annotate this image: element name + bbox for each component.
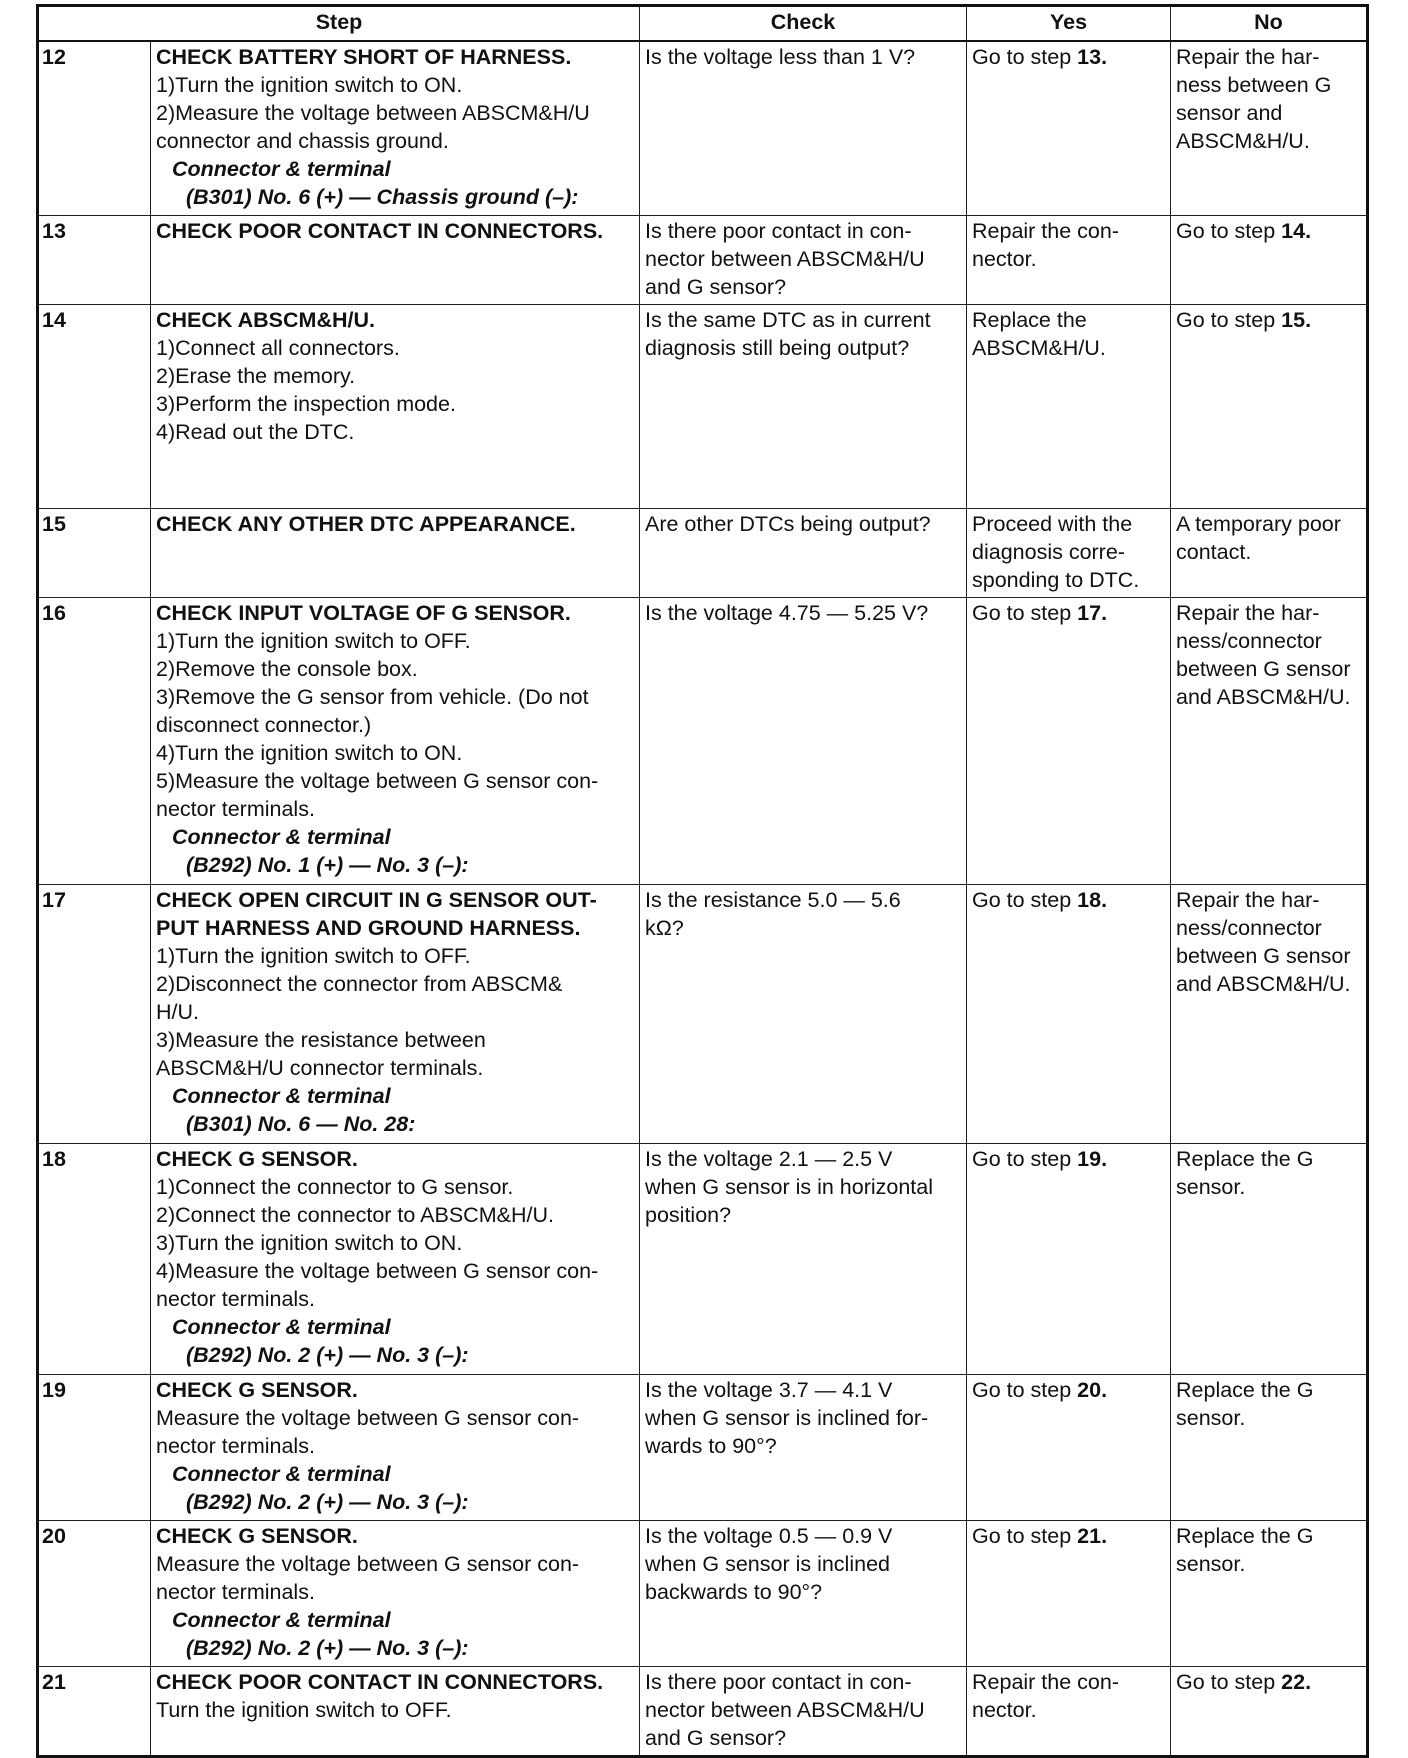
check-line: nector between ABSCM&H/U	[645, 246, 925, 271]
yes-text: Go to step	[972, 600, 1078, 625]
step-line: 4)Read out the DTC.	[156, 419, 355, 444]
check-cell	[640, 215, 967, 304]
step-number: 16	[38, 597, 151, 884]
no-cell	[1171, 597, 1368, 884]
table-row	[38, 41, 1368, 215]
check-line: Is the voltage 4.75 — 5.25 V?	[645, 600, 929, 625]
diagnostic-table	[36, 4, 1369, 1758]
check-line: when G sensor is in horizontal	[645, 1174, 934, 1199]
connector-terminal: (B301) No. 6 (+) — Chassis ground (–):	[186, 185, 579, 209]
header-step: Step	[38, 6, 640, 42]
step-title-continued: PUT HARNESS AND GROUND HARNESS.	[156, 915, 581, 940]
check-line: when G sensor is inclined for-	[645, 1405, 929, 1430]
check-line: Is there poor contact in con-	[645, 1669, 912, 1694]
yes-cell	[967, 41, 1171, 215]
no-line: A temporary poor	[1176, 511, 1341, 536]
connector-label: Connector & terminal	[172, 1461, 391, 1486]
check-cell	[640, 304, 967, 508]
step-line: 2)Disconnect the connector from ABSCM&	[156, 971, 563, 996]
yes-step-ref: 21.	[1077, 1523, 1108, 1548]
table-row	[38, 1520, 1368, 1666]
step-number: 13	[38, 215, 151, 304]
yes-cell	[967, 1374, 1171, 1520]
yes-cell	[967, 215, 1171, 304]
step-line: ABSCM&H/U connector terminals.	[156, 1055, 484, 1080]
yes-step-ref: 18.	[1077, 887, 1108, 912]
yes-line: Repair the con-	[972, 218, 1119, 243]
table-row	[38, 884, 1368, 1143]
step-line: 1)Turn the ignition switch to OFF.	[156, 943, 471, 968]
step-line: Measure the voltage between G sensor con-	[156, 1405, 580, 1430]
no-line: sensor.	[1176, 1405, 1246, 1430]
table-row	[38, 1374, 1368, 1520]
step-title: CHECK BATTERY SHORT OF HARNESS.	[156, 45, 572, 69]
check-line: Is the voltage 2.1 — 2.5 V	[645, 1146, 893, 1171]
step-number: 17	[38, 884, 151, 1143]
step-number: 12	[38, 41, 151, 215]
step-line: 1)Turn the ignition switch to ON.	[156, 73, 463, 97]
no-step-ref: 15.	[1281, 307, 1312, 332]
yes-step-ref: 17.	[1077, 600, 1108, 625]
no-line: and ABSCM&H/U.	[1176, 684, 1351, 709]
connector-label: Connector & terminal	[172, 824, 391, 849]
no-line: ABSCM&H/U.	[1176, 129, 1310, 153]
yes-cell	[967, 884, 1171, 1143]
no-line: Replace the G	[1176, 1523, 1314, 1548]
step-cell	[151, 1666, 640, 1756]
step-title: CHECK INPUT VOLTAGE OF G SENSOR.	[156, 600, 571, 625]
yes-line: diagnosis corre-	[972, 539, 1125, 564]
step-line: nector terminals.	[156, 796, 315, 821]
step-line: Turn the ignition switch to OFF.	[156, 1697, 452, 1722]
yes-text: Go to step	[972, 45, 1078, 69]
check-line: diagnosis still being output?	[645, 335, 910, 360]
no-line: ness/connector	[1176, 628, 1322, 653]
yes-step-ref: 20.	[1077, 1377, 1108, 1402]
step-title: CHECK G SENSOR.	[156, 1523, 358, 1548]
check-cell	[640, 1374, 967, 1520]
step-number: 21	[38, 1666, 151, 1756]
step-title: CHECK OPEN CIRCUIT IN G SENSOR OUT-	[156, 887, 597, 912]
step-line: 3)Measure the resistance between	[156, 1027, 486, 1052]
step-title: CHECK POOR CONTACT IN CONNECTORS.	[156, 218, 604, 243]
step-title: CHECK ABSCM&H/U.	[156, 307, 375, 332]
step-line: disconnect connector.)	[156, 712, 372, 737]
step-title: CHECK G SENSOR.	[156, 1146, 358, 1171]
step-line: 1)Turn the ignition switch to OFF.	[156, 628, 471, 653]
no-cell	[1171, 1520, 1368, 1666]
header-check: Check	[640, 6, 967, 42]
check-cell	[640, 1666, 967, 1756]
step-number: 18	[38, 1143, 151, 1374]
step-line: nector terminals.	[156, 1286, 315, 1311]
check-cell	[640, 597, 967, 884]
step-line: 5)Measure the voltage between G sensor con-	[156, 768, 599, 793]
step-line: 3)Perform the inspection mode.	[156, 391, 456, 416]
table-row	[38, 1143, 1368, 1374]
step-number: 19	[38, 1374, 151, 1520]
no-line: between G sensor	[1176, 943, 1351, 968]
check-line: Is the voltage less than 1 V?	[645, 45, 916, 69]
step-cell	[151, 215, 640, 304]
yes-line: nector.	[972, 1697, 1037, 1722]
yes-cell	[967, 1143, 1171, 1374]
table-row	[38, 508, 1368, 597]
no-cell	[1171, 304, 1368, 508]
step-line: 2)Measure the voltage between ABSCM&H/U	[156, 101, 590, 125]
table-row	[38, 597, 1368, 884]
yes-line: Repair the con-	[972, 1669, 1119, 1694]
yes-step-ref: 13.	[1077, 45, 1108, 69]
connector-terminal: (B292) No. 1 (+) — No. 3 (–):	[186, 852, 469, 877]
connector-terminal: (B292) No. 2 (+) — No. 3 (–):	[186, 1489, 469, 1514]
step-title: CHECK G SENSOR.	[156, 1377, 358, 1402]
header-row	[38, 6, 1368, 42]
step-cell	[151, 1374, 640, 1520]
step-line: 1)Connect the connector to G sensor.	[156, 1174, 514, 1199]
connector-label: Connector & terminal	[172, 1083, 391, 1108]
no-cell	[1171, 508, 1368, 597]
no-cell	[1171, 215, 1368, 304]
no-line: contact.	[1176, 539, 1252, 564]
yes-line: Proceed with the	[972, 511, 1133, 536]
step-line: H/U.	[156, 999, 199, 1024]
no-line: Replace the G	[1176, 1146, 1314, 1171]
step-cell	[151, 1520, 640, 1666]
step-line: connector and chassis ground.	[156, 129, 449, 153]
step-number: 20	[38, 1520, 151, 1666]
check-cell	[640, 1143, 967, 1374]
step-number: 15	[38, 508, 151, 597]
step-cell	[151, 1143, 640, 1374]
yes-cell	[967, 1666, 1171, 1756]
no-line: sensor and	[1176, 101, 1283, 125]
step-title: CHECK ANY OTHER DTC APPEARANCE.	[156, 511, 576, 536]
no-cell	[1171, 41, 1368, 215]
step-line: nector terminals.	[156, 1579, 315, 1604]
no-step-ref: 22.	[1281, 1669, 1312, 1694]
no-text: Go to step	[1176, 1669, 1282, 1694]
step-line: 3)Turn the ignition switch to ON.	[156, 1230, 463, 1255]
step-line: 3)Remove the G sensor from vehicle. (Do not	[156, 684, 589, 709]
no-cell	[1171, 1374, 1368, 1520]
no-line: Repair the har-	[1176, 887, 1320, 912]
step-line: 4)Turn the ignition switch to ON.	[156, 740, 463, 765]
no-line: ness between G	[1176, 73, 1332, 97]
check-line: backwards to 90°?	[645, 1579, 823, 1604]
check-line: when G sensor is inclined	[645, 1551, 890, 1576]
yes-cell	[967, 508, 1171, 597]
check-cell	[640, 884, 967, 1143]
no-cell	[1171, 884, 1368, 1143]
step-line: 2)Connect the connector to ABSCM&H/U.	[156, 1202, 554, 1227]
yes-step-ref: 19.	[1077, 1146, 1108, 1171]
table-row	[38, 215, 1368, 304]
check-line: and G sensor?	[645, 1725, 787, 1750]
no-step-ref: 14.	[1281, 218, 1312, 243]
header-no: No	[1171, 6, 1368, 42]
step-cell	[151, 41, 640, 215]
check-line: Are other DTCs being output?	[645, 511, 931, 536]
connector-label: Connector & terminal	[172, 1607, 391, 1632]
step-line: 1)Connect all connectors.	[156, 335, 400, 360]
check-line: Is the same DTC as in current	[645, 307, 931, 332]
header-yes: Yes	[967, 6, 1171, 42]
step-line: 2)Remove the console box.	[156, 656, 418, 681]
check-line: Is there poor contact in con-	[645, 218, 912, 243]
no-line: sensor.	[1176, 1174, 1246, 1199]
check-cell	[640, 508, 967, 597]
no-line: sensor.	[1176, 1551, 1246, 1576]
step-line: 4)Measure the voltage between G sensor con-	[156, 1258, 599, 1283]
step-line: 2)Erase the memory.	[156, 363, 356, 388]
connector-terminal: (B292) No. 2 (+) — No. 3 (–):	[186, 1342, 469, 1367]
check-line: Is the voltage 3.7 — 4.1 V	[645, 1377, 893, 1402]
yes-cell	[967, 304, 1171, 508]
no-line: ness/connector	[1176, 915, 1322, 940]
connector-label: Connector & terminal	[172, 1314, 391, 1339]
no-line: between G sensor	[1176, 656, 1351, 681]
step-line: nector terminals.	[156, 1433, 315, 1458]
connector-terminal: (B292) No. 2 (+) — No. 3 (–):	[186, 1635, 469, 1660]
yes-line: Replace the	[972, 307, 1087, 332]
no-cell	[1171, 1143, 1368, 1374]
table-row	[38, 1666, 1368, 1756]
check-line: position?	[645, 1202, 732, 1227]
connector-label: Connector & terminal	[172, 157, 391, 181]
check-cell	[640, 1520, 967, 1666]
no-cell	[1171, 1666, 1368, 1756]
yes-line: ABSCM&H/U.	[972, 335, 1106, 360]
table-row	[38, 304, 1368, 508]
yes-text: Go to step	[972, 1377, 1078, 1402]
check-line: and G sensor?	[645, 274, 787, 299]
yes-text: Go to step	[972, 1523, 1078, 1548]
step-cell	[151, 884, 640, 1143]
yes-cell	[967, 1520, 1171, 1666]
step-cell	[151, 508, 640, 597]
yes-line: nector.	[972, 246, 1037, 271]
check-line: Is the voltage 0.5 — 0.9 V	[645, 1523, 893, 1548]
no-text: Go to step	[1176, 307, 1282, 332]
no-line: and ABSCM&H/U.	[1176, 971, 1351, 996]
check-line: Is the resistance 5.0 — 5.6	[645, 887, 901, 912]
connector-terminal: (B301) No. 6 — No. 28:	[186, 1111, 416, 1136]
yes-line: sponding to DTC.	[972, 567, 1140, 592]
step-line: Measure the voltage between G sensor con-	[156, 1551, 580, 1576]
no-line: Repair the har-	[1176, 600, 1320, 625]
check-line: wards to 90°?	[645, 1433, 777, 1458]
no-text: Go to step	[1176, 218, 1282, 243]
step-cell	[151, 304, 640, 508]
step-number: 14	[38, 304, 151, 508]
no-line: Repair the har-	[1176, 45, 1320, 69]
no-line: Replace the G	[1176, 1377, 1314, 1402]
check-line: nector between ABSCM&H/U	[645, 1697, 925, 1722]
step-title: CHECK POOR CONTACT IN CONNECTORS.	[156, 1669, 604, 1694]
yes-text: Go to step	[972, 887, 1078, 912]
step-cell	[151, 597, 640, 884]
yes-cell	[967, 597, 1171, 884]
yes-text: Go to step	[972, 1146, 1078, 1171]
check-line: kΩ?	[645, 915, 684, 940]
check-cell	[640, 41, 967, 215]
